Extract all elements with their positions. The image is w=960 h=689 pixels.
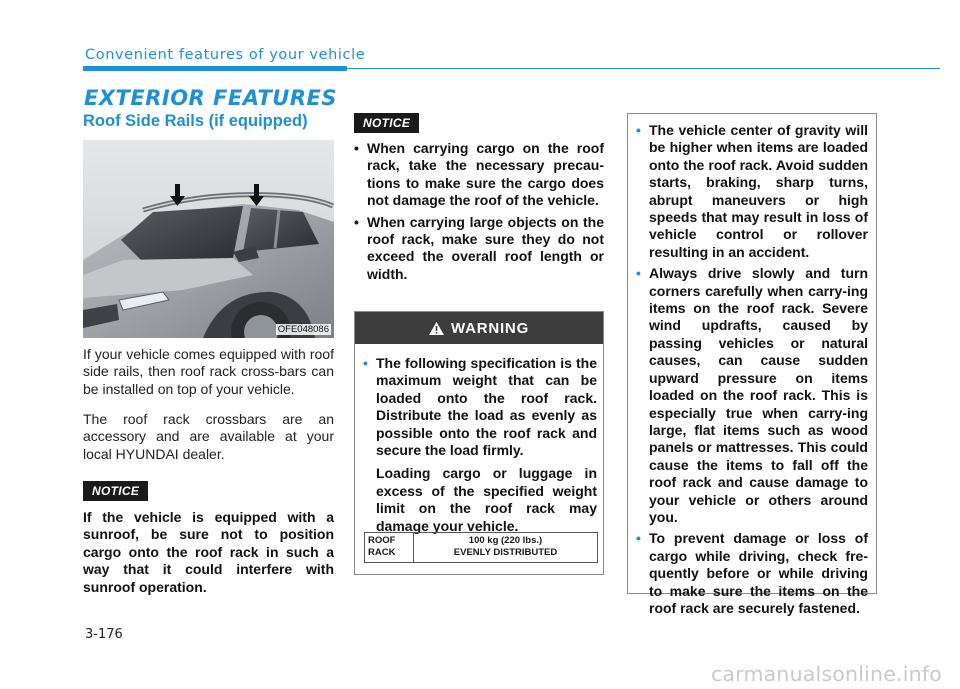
list-item: • Always drive slowly and turn corners carefully when carry-ing items on the roof rack. Severe wind updrafts, caused by passing vehicles or natural causes, can cause sudden upward pressure on items loaded on the roof rack. This is especially true when carry-ing large, flat items such as wood panels or mattresses. This could cause the items to fall off the roof rack and cause damage to your vehicle or others around you. <box>636 265 868 525</box>
bullet-dot: • <box>636 530 641 547</box>
header-rule <box>347 68 940 69</box>
warning-triangle-icon <box>429 322 444 335</box>
paragraph: If your vehicle comes equipped with roof side rails, then roof rack cross-bars can be installed on top of your vehicle. <box>83 346 334 397</box>
bullet-dot: • <box>363 355 368 371</box>
page-number: 3-176 <box>85 627 123 642</box>
list-item: • When carrying cargo on the roof rack, take the necessary precau-tions to make sure the cargo does not damage the roof of the vehicle. <box>354 140 604 209</box>
section-title: Convenient features of your vehicle <box>85 47 366 63</box>
header-accent-bar <box>83 66 347 71</box>
bullet-dot: • <box>636 265 641 282</box>
list-item: • The following specification is the maximum weight that can be loaded onto the roof rack. Distribute the load as evenly as possible onto the roof rack and secure the load firmly. <box>363 355 597 459</box>
notice-bullets <box>354 140 604 287</box>
warning-bullets <box>636 122 868 621</box>
list-item: • When carrying large objects on the roof rack, make sure they do not exceed the overall roof length or width. <box>354 213 604 282</box>
chapter-title: EXTERIOR FEATURES <box>84 86 337 110</box>
bullet-dot: • <box>636 122 641 138</box>
warning-continuation-box <box>627 113 877 616</box>
car-drawing <box>83 140 334 338</box>
warning-box <box>354 311 604 575</box>
notice-text: If the vehicle is equipped with a sunroof, be sure not to position cargo onto the roof rack in such a way that it could interfere with sunroof operation. <box>83 509 334 595</box>
spec-value-cell: 100 kg (220 lbs.) EVENLY DISTRIBUTED <box>453 535 558 558</box>
spec-label-cell: ROOF RACK <box>365 533 414 562</box>
figure-code: OFE048086 <box>277 324 329 335</box>
subsection-title: Roof Side Rails (if equipped) <box>83 112 308 130</box>
vehicle-roof-rail-illustration <box>83 140 334 338</box>
warning-continuation: Loading cargo or luggage in excess of the specified weight limit on the roof rack may damage your vehicle. <box>376 465 597 534</box>
list-item: • To prevent damage or loss of cargo while driving, check fre-quently before or while driving to make sure the items on the roof rack are securely fastened. <box>636 530 868 616</box>
bullet-dot: • <box>354 213 359 230</box>
watermark: carmanualsonline.info <box>710 662 942 686</box>
notice-label: NOTICE <box>83 481 148 501</box>
notice-label: NOTICE <box>354 113 419 133</box>
list-item: • The vehicle center of gravity will be higher when items are loaded onto the roof rack. Avoid sudden starts, braking, sharp turns, abrupt maneuvers or high speeds that may result in loss of vehicle control or rollover resulting in an accident. <box>636 122 868 260</box>
warning-label: WARNING <box>450 319 530 337</box>
warning-header <box>355 312 603 344</box>
spec-table <box>364 532 598 563</box>
paragraph: The roof rack crossbars are an accessory and are available at your local HYUNDAI dealer. <box>83 411 334 462</box>
bullet-dot: • <box>354 140 359 156</box>
warning-body <box>363 355 597 535</box>
